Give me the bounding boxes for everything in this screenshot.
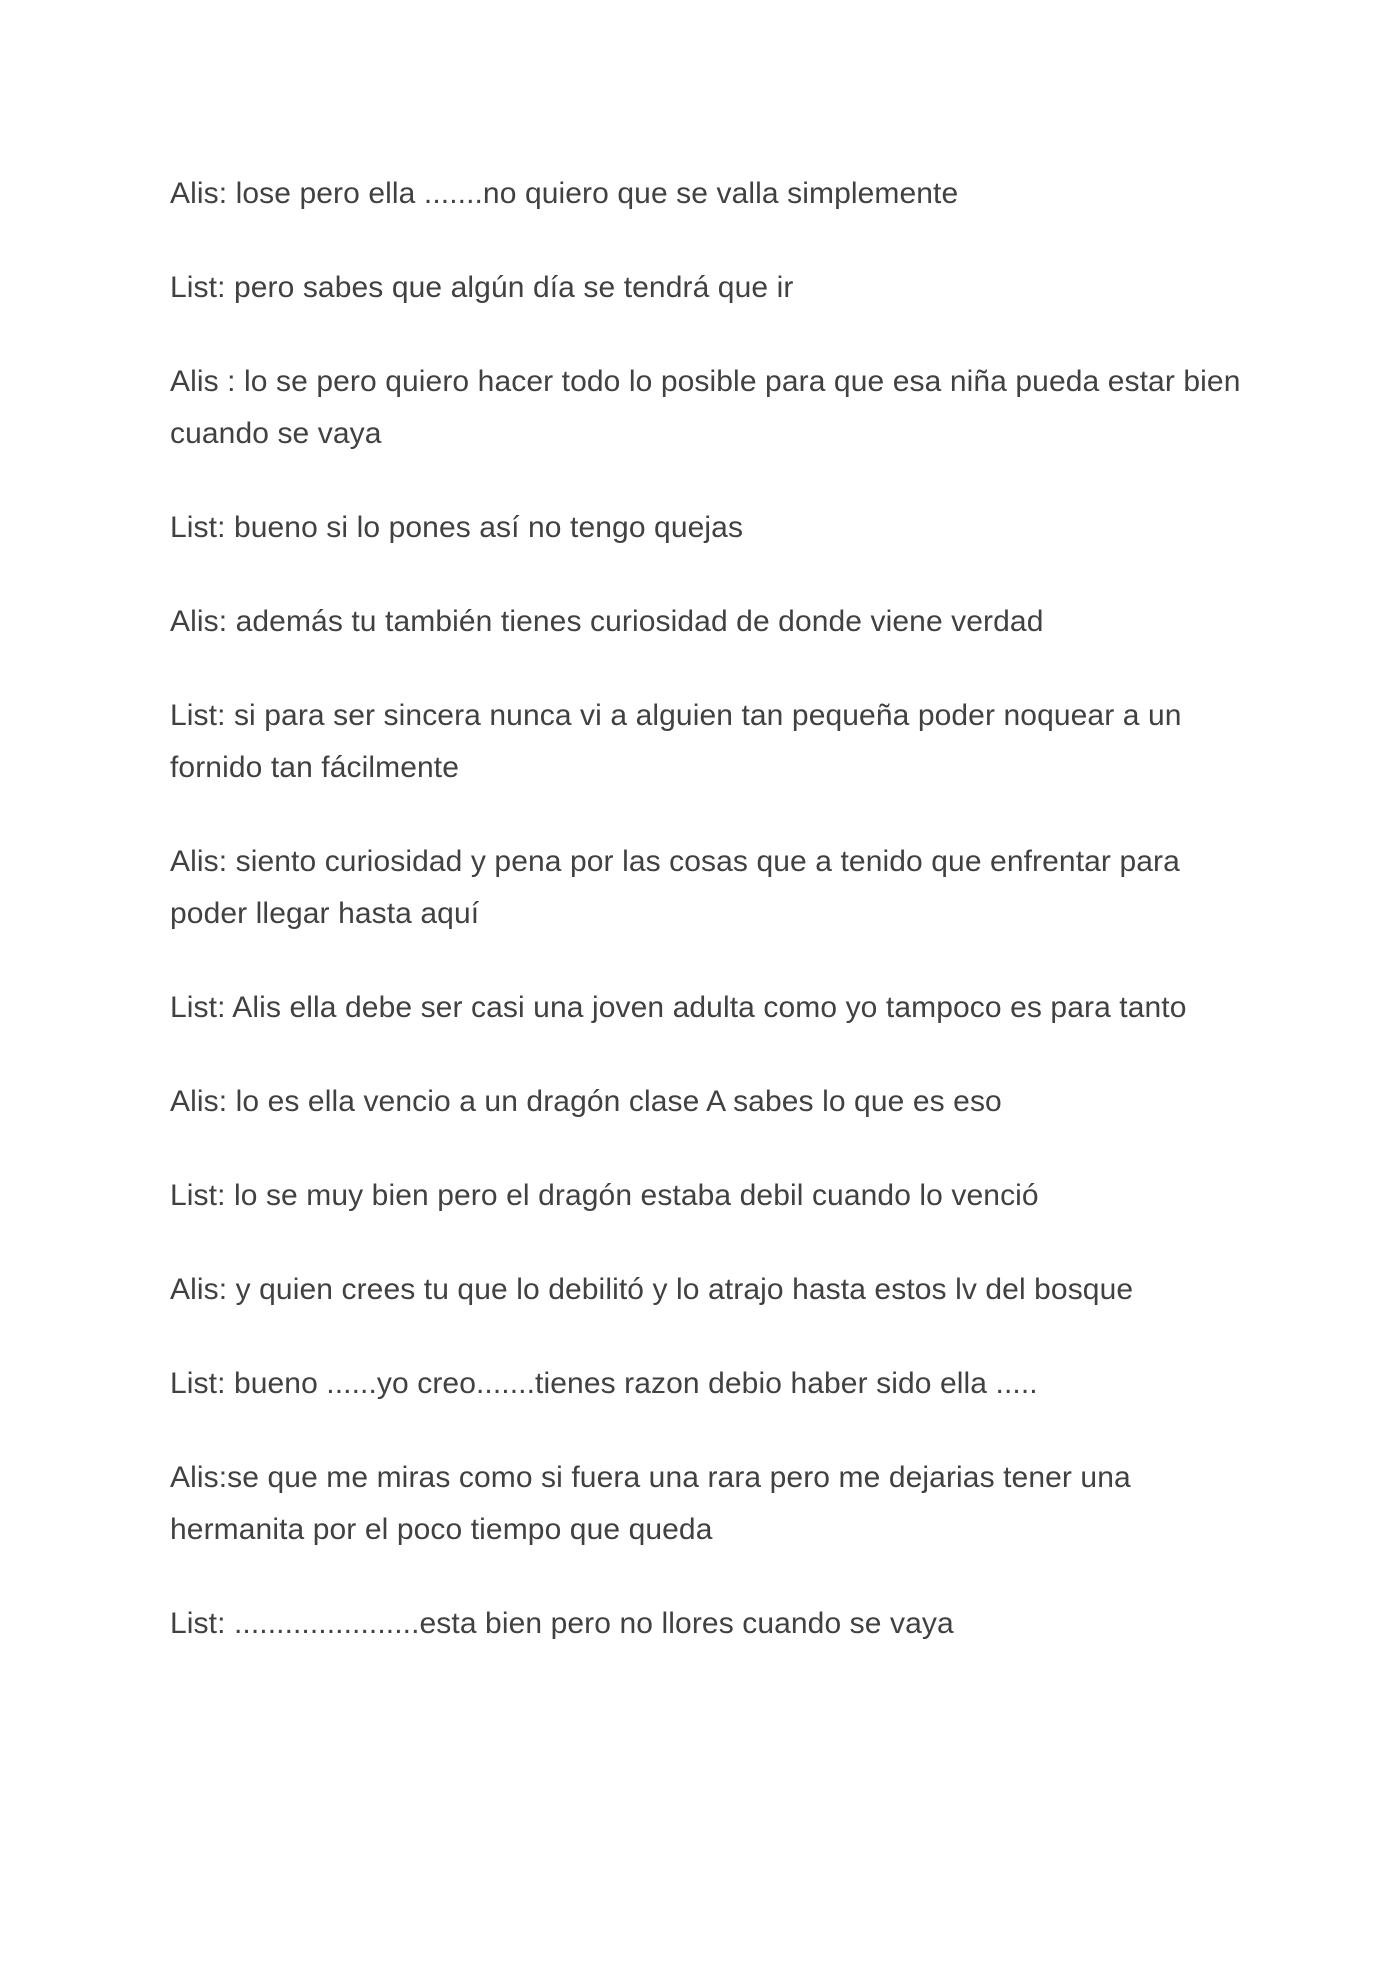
dialogue-line-5: Alis: además tu también tienes curiosidad de donde viene verdad [170,605,1044,638]
dialogue-line-9: Alis: lo es ella vencio a un dragón clase A sabes lo que es eso [170,1085,1002,1118]
dialogue-line-2: List: pero sabes que algún día se tendrá que ir [170,271,794,304]
dialogue-line-11: Alis: y quien crees tu que lo debilitó y lo atrajo hasta estos lv del bosque [170,1273,1134,1306]
dialogue-line-10: List: lo se muy bien pero el dragón estaba debil cuando lo venció [170,1179,1039,1212]
dialogue-line-12: List: bueno ......yo creo.......tienes razon debio haber sido ella ..... [170,1367,1038,1400]
dialogue-line-3: Alis : lo se pero quiero hacer todo lo posible para que esa niña pueda estar bien cuando se vaya [170,365,1249,450]
dialogue-line-4: List: bueno si lo pones así no tengo quejas [170,511,744,544]
dialogue-line-6: List: si para ser sincera nunca vi a alguien tan pequeña poder noquear a un fornido tan fácilmente [170,699,1190,784]
dialogue-line-1: Alis: lose pero ella .......no quiero que se valla simplemente [170,177,959,210]
document-body [170,168,1250,1692]
dialogue-line-7: Alis: siento curiosidad y pena por las cosas que a tenido que enfrentar para poder llegar hasta aquí [170,845,1189,930]
dialogue-line-13: Alis:se que me miras como si fuera una rara pero me dejarias tener una hermanita por el poco tiempo que queda [170,1461,1140,1546]
dialogue-line-8: List: Alis ella debe ser casi una joven adulta como yo tampoco es para tanto [170,991,1187,1024]
dialogue-line-14: List: ......................esta bien pero no llores cuando se vaya [170,1607,954,1640]
